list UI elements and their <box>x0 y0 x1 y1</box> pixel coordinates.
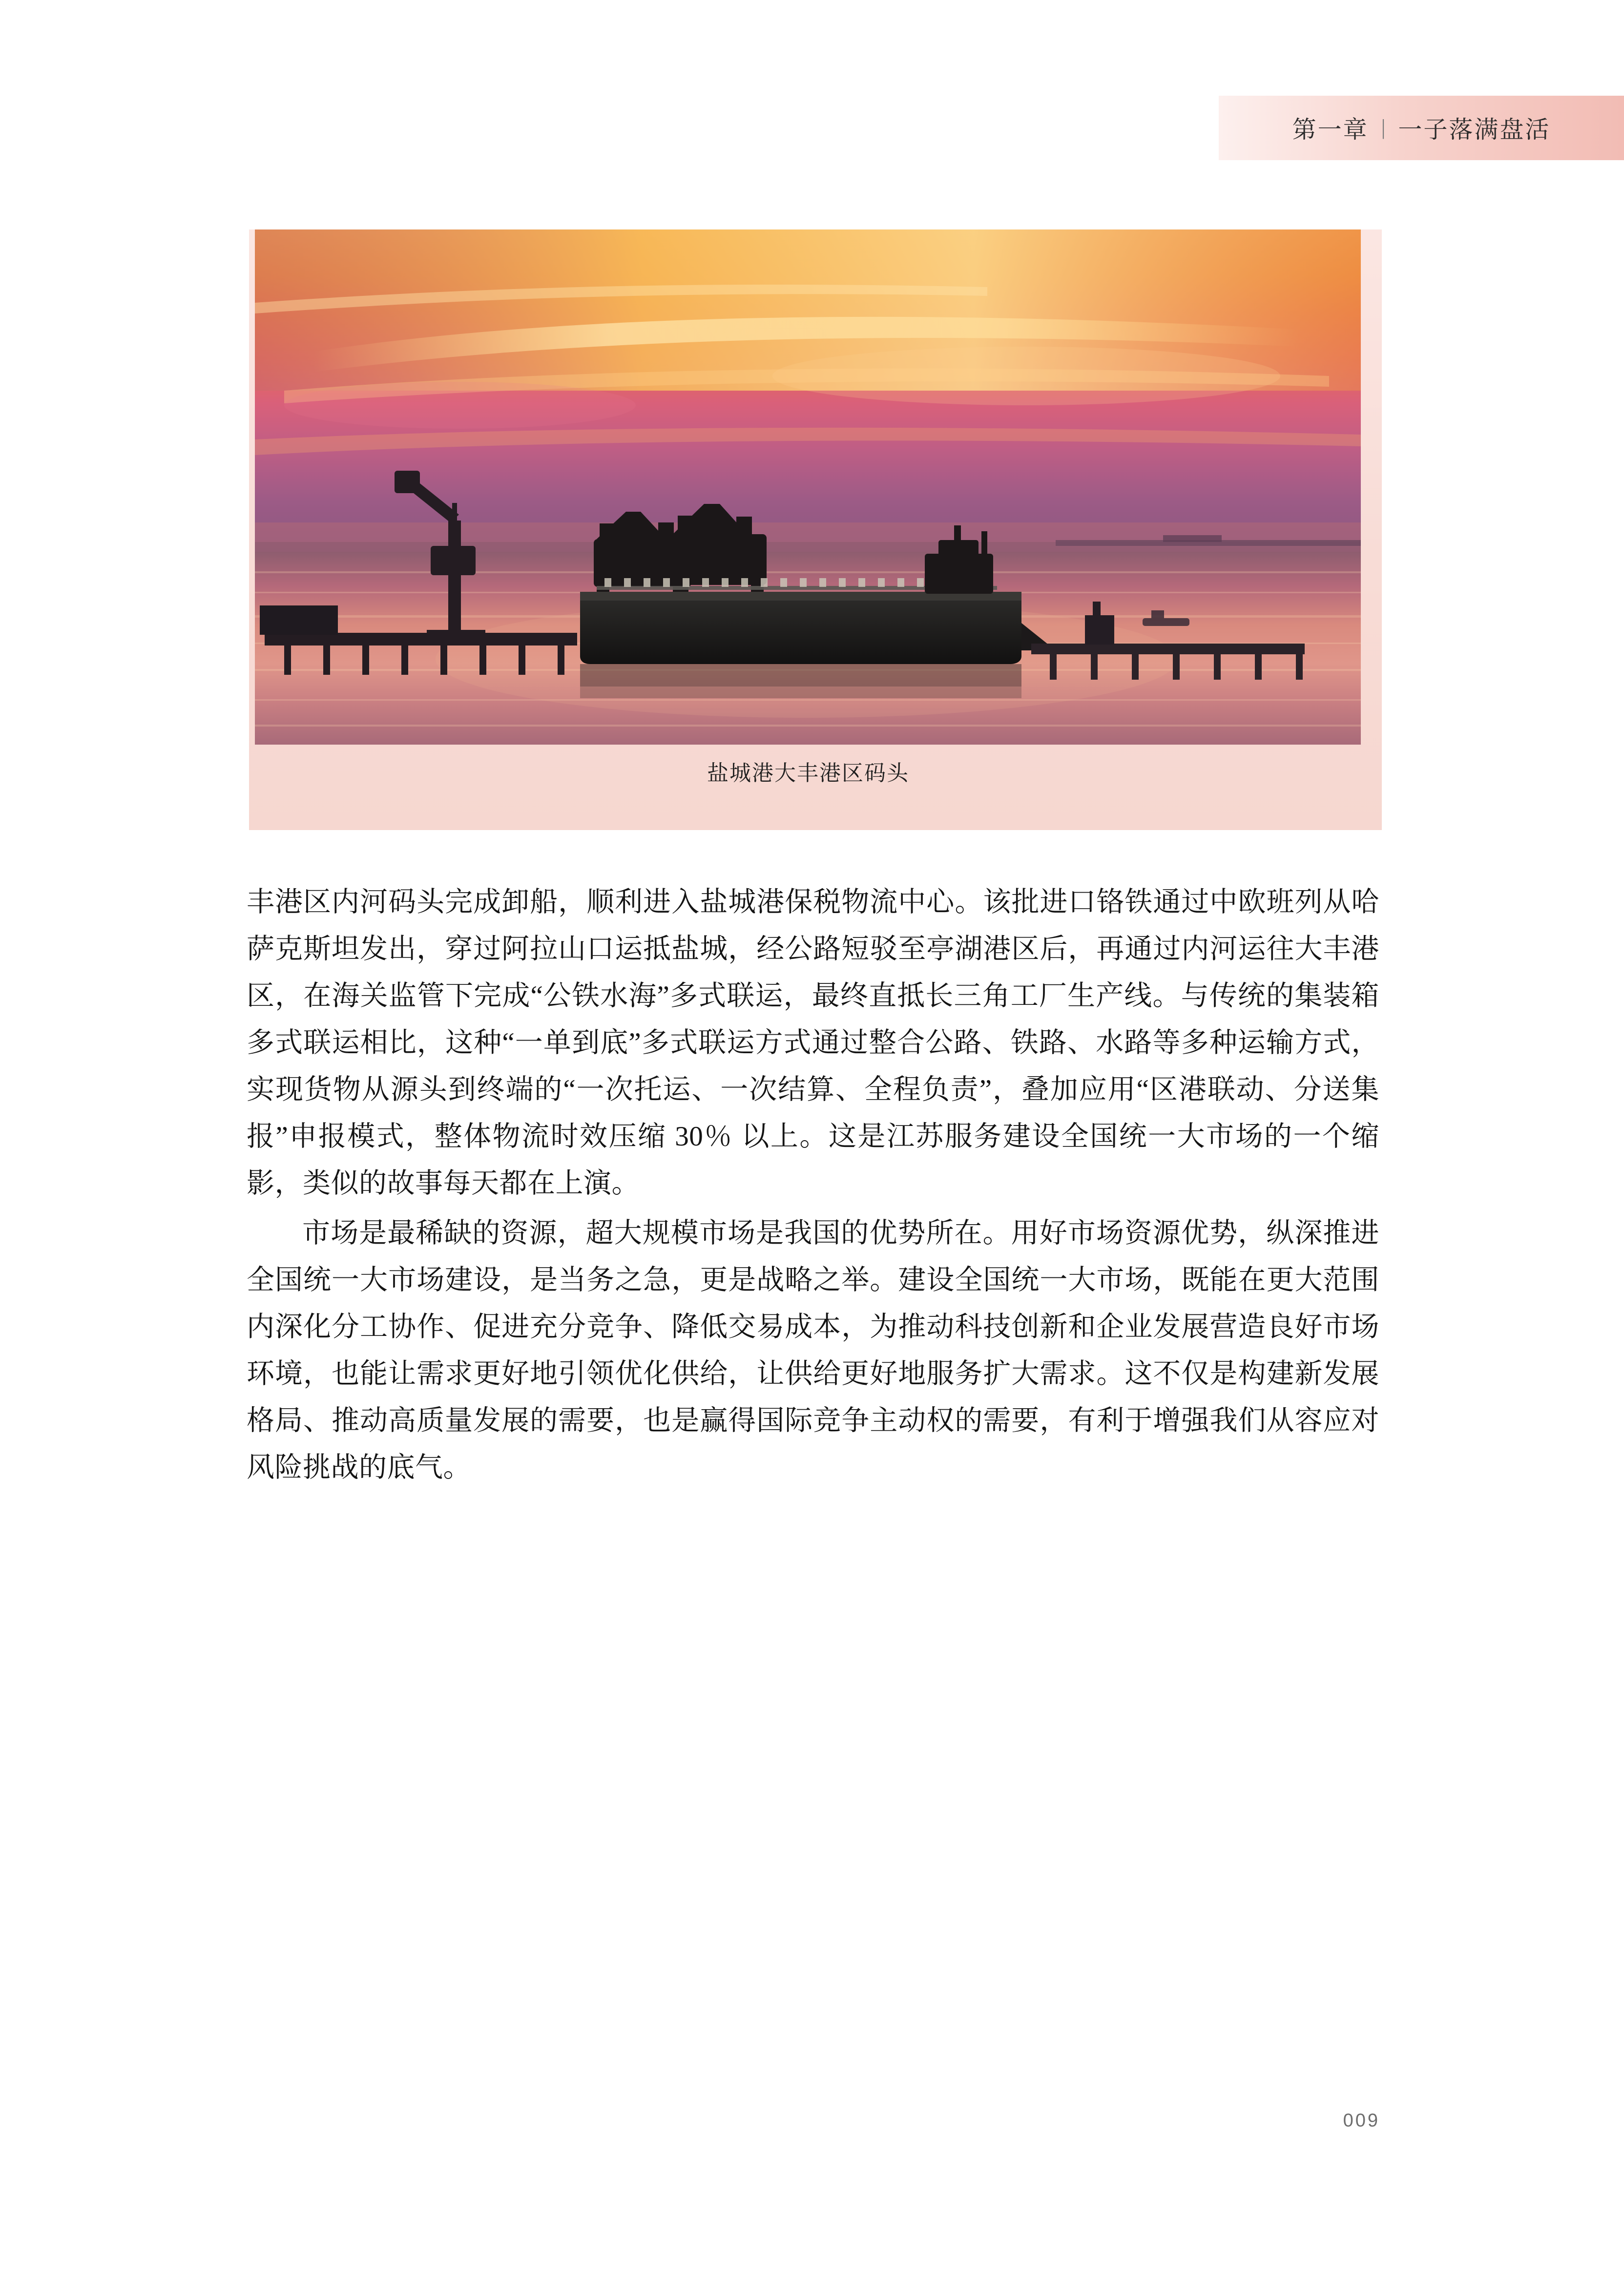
port-terminal-sunset-photo <box>255 229 1361 745</box>
running-head-separator: | <box>1381 115 1386 139</box>
page-number: 009 <box>1343 2110 1380 2131</box>
photo-svg <box>255 229 1361 745</box>
running-head <box>1219 96 1624 160</box>
running-head-chapter: 第一章 <box>1292 116 1369 143</box>
figure-caption: 盐城港大丰港区码头 <box>707 761 909 785</box>
body-text <box>247 879 1379 1491</box>
paragraph-2: 市场是最稀缺的资源，超大规模市场是我国的优势所在。用好市场资源优势，纵深推进全国统一大市场建设，是当务之急，更是战略之举。建设全国统一大市场，既能在更大范围内深化分工协作、促进充分竞争、降低交易成本，为推动科技创新和企业发展营造良好市场环境，也能让需求更好地引领优化供给，让供给更好地服务扩大需求。这不仅是构建新发展格局、推动高质量发展的需要，也是赢得国际竞争主动权的需要，有利于增强我们从容应对风险挑战的底气。 <box>247 1218 1379 1483</box>
running-head-title: 一子落满盘活 <box>1398 116 1551 143</box>
figure-block <box>249 229 1382 787</box>
paragraph-1: 丰港区内河码头完成卸船，顺利进入盐城港保税物流中心。该批进口铬铁通过中欧班列从哈萨克斯坦发出，穿过阿拉山口运抵盐城，经公路短驳至亭湖港区后，再通过内河运往大丰港区，在海关监管下完成“公铁水海”多式联运，最终直抵长三角工厂生产线。与传统的集装箱多式联运相比，这种“一单到底”多式联运方式通过整合公路、铁路、水路等多种运输方式，实现货物从源头到终端的“一次托运、一次结算、全程负责”，叠加应用“区港联动、分送集报”申报模式，整体物流时效压缩 30％ 以上。这是江苏服务建设全国统一大市场的一个缩影，类似的故事每天都在上演。 <box>247 887 1379 1199</box>
